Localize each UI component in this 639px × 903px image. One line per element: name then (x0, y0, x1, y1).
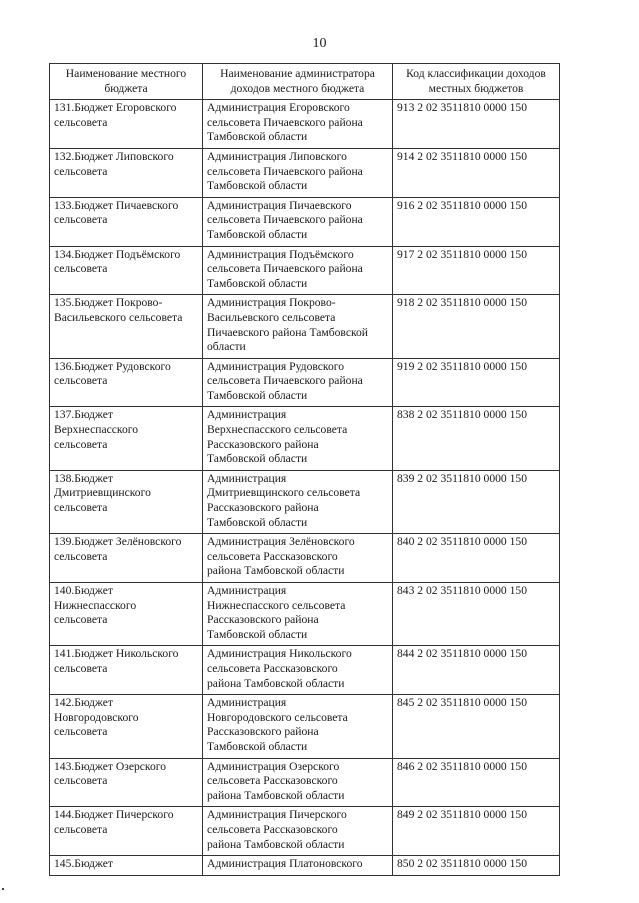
header-row (50, 64, 560, 100)
classification-code-cell: 913 2 02 3511810 0000 150 (393, 100, 560, 149)
classification-code-cell: 849 2 02 3511810 0000 150 (393, 807, 560, 856)
budget-name-cell: 131.Бюджет Егоровского сельсовета (50, 100, 203, 149)
table-row (50, 246, 560, 295)
table-row (50, 148, 560, 197)
classification-code-cell: 845 2 02 3511810 0000 150 (393, 695, 560, 758)
administrator-cell: Администрация Рудовского сельсовета Пичаевского района Тамбовской области (203, 358, 393, 407)
budget-name-cell: 141.Бюджет Никольского сельсовета (50, 646, 203, 695)
budget-classification-table (49, 63, 560, 876)
classification-code-cell: 918 2 02 3511810 0000 150 (393, 295, 560, 358)
administrator-cell: Администрация Верхнеспасского сельсовета Рассказовского района Тамбовской области (203, 407, 393, 470)
budget-name-cell: 136.Бюджет Рудовского сельсовета (50, 358, 203, 407)
budget-name-cell: 142.Бюджет Новгородовского сельсовета (50, 695, 203, 758)
classification-code-cell: 916 2 02 3511810 0000 150 (393, 197, 560, 246)
classification-code-cell: 839 2 02 3511810 0000 150 (393, 470, 560, 533)
administrator-cell: Администрация Егоровского сельсовета Пичаевского района Тамбовской области (203, 100, 393, 149)
budget-name-cell: 135.Бюджет Покрово- Васильевского сельсовета (50, 295, 203, 358)
administrator-cell: Администрация Дмитриевщинского сельсовета Рассказовского района Тамбовской области (203, 470, 393, 533)
table-row (50, 646, 560, 695)
table-row (50, 695, 560, 758)
classification-code-cell: 914 2 02 3511810 0000 150 (393, 148, 560, 197)
header-administrator-name: Наименование администратора доходов местного бюджета (203, 64, 393, 100)
classification-code-cell: 846 2 02 3511810 0000 150 (393, 758, 560, 807)
budget-name-cell: 132.Бюджет Липовского сельсовета (50, 148, 203, 197)
header-budget-name: Наименование местного бюджета (50, 64, 203, 100)
budget-name-cell: 140.Бюджет Нижнеспасского сельсовета (50, 583, 203, 646)
budget-name-cell: 145.Бюджет (50, 856, 203, 876)
administrator-cell: Администрация Подъёмского сельсовета Пичаевского района Тамбовской области (203, 246, 393, 295)
page-number: 10 (312, 36, 327, 51)
classification-code-cell: 844 2 02 3511810 0000 150 (393, 646, 560, 695)
budget-name-cell: 137.Бюджет Верхнеспасского сельсовета (50, 407, 203, 470)
administrator-cell: Администрация Пичерского сельсовета Рассказовского района Тамбовской области (203, 807, 393, 856)
budget-name-cell: 133.Бюджет Пичаевского сельсовета (50, 197, 203, 246)
administrator-cell: Администрация Никольского сельсовета Рассказовского района Тамбовской области (203, 646, 393, 695)
administrator-cell: Администрация Нижнеспасского сельсовета Рассказовского района Тамбовской области (203, 583, 393, 646)
administrator-cell: Администрация Липовского сельсовета Пичаевского района Тамбовской области (203, 148, 393, 197)
administrator-cell: Администрация Платоновского (203, 856, 393, 876)
administrator-cell: Администрация Озерского сельсовета Рассказовского района Тамбовской области (203, 758, 393, 807)
header-classification-code: Код классификации доходов местных бюджетов (393, 64, 560, 100)
table-row (50, 534, 560, 583)
table-row (50, 470, 560, 533)
table-body (50, 100, 560, 876)
classification-code-cell: 850 2 02 3511810 0000 150 (393, 856, 560, 876)
classification-code-cell: 843 2 02 3511810 0000 150 (393, 583, 560, 646)
budget-name-cell: 138.Бюджет Дмитриевщинского сельсовета (50, 470, 203, 533)
classification-code-cell: 838 2 02 3511810 0000 150 (393, 407, 560, 470)
administrator-cell: Администрация Зелёновского сельсовета Рассказовского района Тамбовской области (203, 534, 393, 583)
table-row (50, 407, 560, 470)
classification-code-cell: 917 2 02 3511810 0000 150 (393, 246, 560, 295)
table-row (50, 807, 560, 856)
table-row (50, 856, 560, 876)
budget-name-cell: 134.Бюджет Подъёмского сельсовета (50, 246, 203, 295)
budget-name-cell: 143.Бюджет Озерского сельсовета (50, 758, 203, 807)
table-row (50, 197, 560, 246)
table-row (50, 358, 560, 407)
table-row (50, 100, 560, 149)
table-row (50, 758, 560, 807)
table-row (50, 295, 560, 358)
budget-name-cell: 139.Бюджет Зелёновского сельсовета (50, 534, 203, 583)
administrator-cell: Администрация Покрово- Васильевского сельсовета Пичаевского района Тамбовской области (203, 295, 393, 358)
administrator-cell: Администрация Новгородовского сельсовета Рассказовского района Тамбовской области (203, 695, 393, 758)
scan-speck (2, 888, 4, 890)
administrator-cell: Администрация Пичаевского сельсовета Пичаевского района Тамбовской области (203, 197, 393, 246)
classification-code-cell: 919 2 02 3511810 0000 150 (393, 358, 560, 407)
classification-code-cell: 840 2 02 3511810 0000 150 (393, 534, 560, 583)
table-header (50, 64, 560, 100)
table-row (50, 583, 560, 646)
budget-name-cell: 144.Бюджет Пичерского сельсовета (50, 807, 203, 856)
